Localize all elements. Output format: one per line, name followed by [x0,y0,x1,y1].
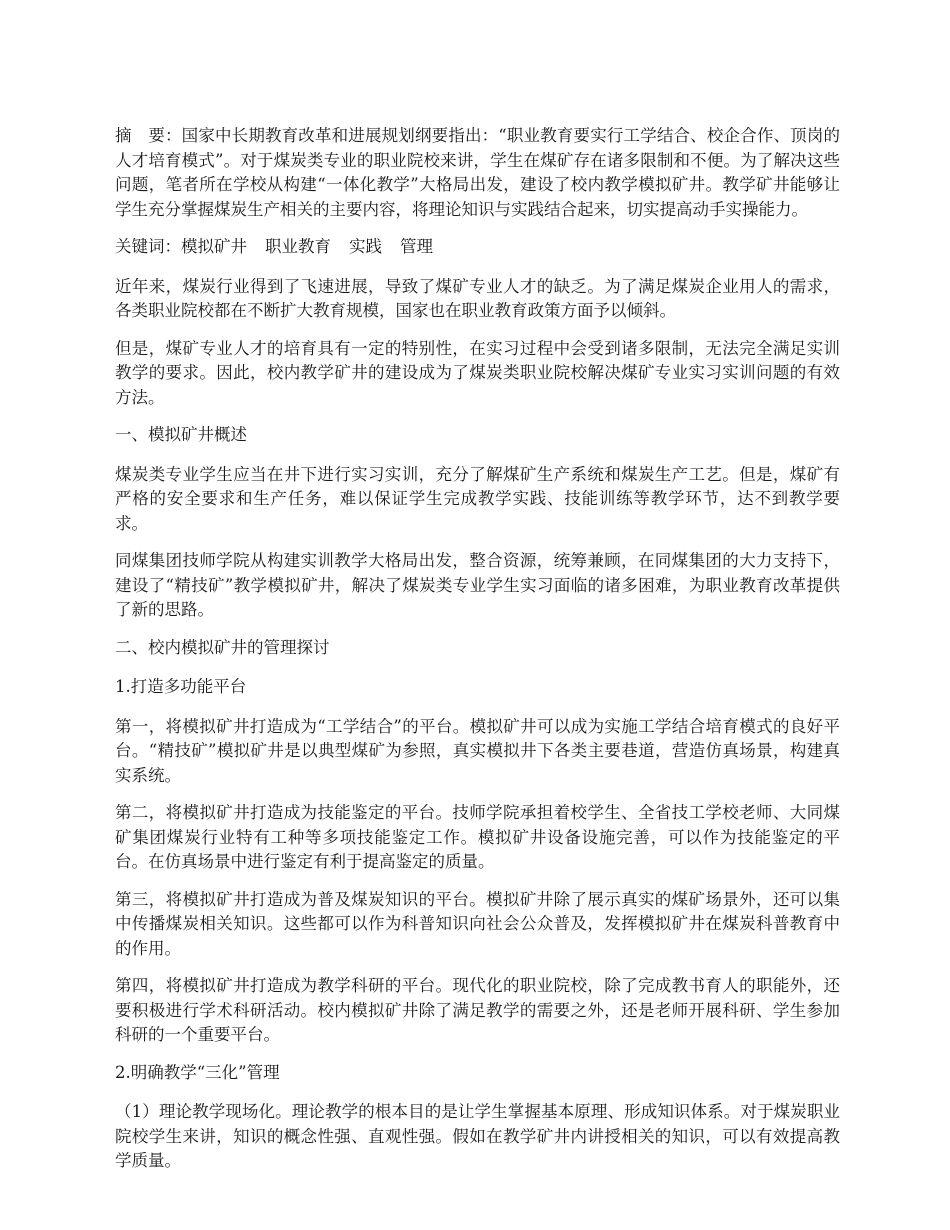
sub1-paragraph-4: 第四，将模拟矿井打造成为教学科研的平台。现代化的职业院校，除了完成教书育人的职能外，还要积极进行学术科研活动。校内模拟矿井除了满足教学的需要之外，还是老师开展科研、学生参加科研的一个重要平台。 [115,976,840,1044]
section-heading-1: 一、模拟矿井概述 [115,425,247,444]
section1-paragraph-1: 煤炭类专业学生应当在井下进行实习实训，充分了解煤矿生产系统和煤炭生产工艺。但是，煤矿有严格的安全要求和生产任务，难以保证学生完成教学实践、技能训练等教学环节，达不到教学要求。 [115,464,840,533]
sub2-paragraph-1: （1）理论教学现场化。理论教学的根本目的是让学生掌握基本原理、形成知识体系。对于煤炭职业院校学生来讲，知识的概念性强、直观性强。假如在教学矿井内讲授相关的知识，可以有效提高教学质量。 [115,1102,840,1170]
keyword-item: 模拟矿井 [181,237,247,256]
keywords-line [115,235,840,260]
intro-paragraph-2: 但是，煤矿专业人才的培育具有一定的特别性，在实习过程中会受到诸多限制，无法完全满足实训教学的要求。因此，校内教学矿井的建设成为了煤炭类职业院校解决煤矿专业实习实训问题的有效方法。 [115,338,840,407]
keywords-label: 关键词： [115,237,181,256]
subsection-heading-2: 2.明确教学“三化”管理 [115,1062,280,1082]
keyword-item: 职业教育 [265,237,331,256]
abstract-paragraph: 摘 要：国家中长期教育改革和进展规划纲要指出：“职业教育要实行工学结合、校企合作、顶岗的人才培育模式”。对于煤炭类专业的职业院校来讲，学生在煤矿存在诸多限制和不便。为了解决这些问题，笔者所在学校从构建“一体化教学”大格局出发，建设了校内教学模拟矿井。教学矿井能够让学生充分掌握煤炭生产相关的主要内容，将理论知识与实践结合起来，切实提高动手实操能力。 [115,126,840,219]
sub1-paragraph-3: 第三，将模拟矿井打造成为普及煤炭知识的平台。模拟矿井除了展示真实的煤矿场景外，还可以集中传播煤炭相关知识。这些都可以作为科普知识向社会公众普及，发挥模拟矿井在煤炭科普教育中的作用。 [115,889,840,958]
section-heading-2: 二、校内模拟矿井的管理探讨 [115,637,330,657]
sub1-paragraph-1: 第一，将模拟矿井打造成为“工学结合”的平台。模拟矿井可以成为实施工学结合培育模式的良好平台。“精技矿”模拟矿井是以典型煤矿为参照，真实模拟井下各类主要巷道，营造仿真场景，构建真实系统。 [115,716,840,785]
intro-paragraph-1: 近年来，煤炭行业得到了飞速进展，导致了煤矿专业人才的缺乏。为了满足煤炭企业用人的需求，各类职业院校都在不断扩大教育规模，国家也在职业教育政策方面予以倾斜。 [115,276,840,320]
sub1-paragraph-2: 第二，将模拟矿井打造成为技能鉴定的平台。技师学院承担着校学生、全省技工学校老师、大同煤矿集团煤炭行业特有工种等多项技能鉴定工作。模拟矿井设备设施完善，可以作为技能鉴定的平台。在仿真场景中进行鉴定有利于提高鉴定的质量。 [115,803,840,871]
subsection-heading-1: 1.打造多功能平台 [115,677,247,696]
keyword-item: 实践 [349,237,382,256]
document-body [115,124,840,1187]
section1-paragraph-2: 同煤集团技师学院从构建实训教学大格局出发，整合资源，统筹兼顾，在同煤集团的大力支持下，建设了“精技矿”教学模拟矿井，解决了煤炭类专业学生实习面临的诸多困难，为职业教育改革提供了新的思路。 [115,551,840,619]
keyword-item: 管理 [400,237,433,256]
